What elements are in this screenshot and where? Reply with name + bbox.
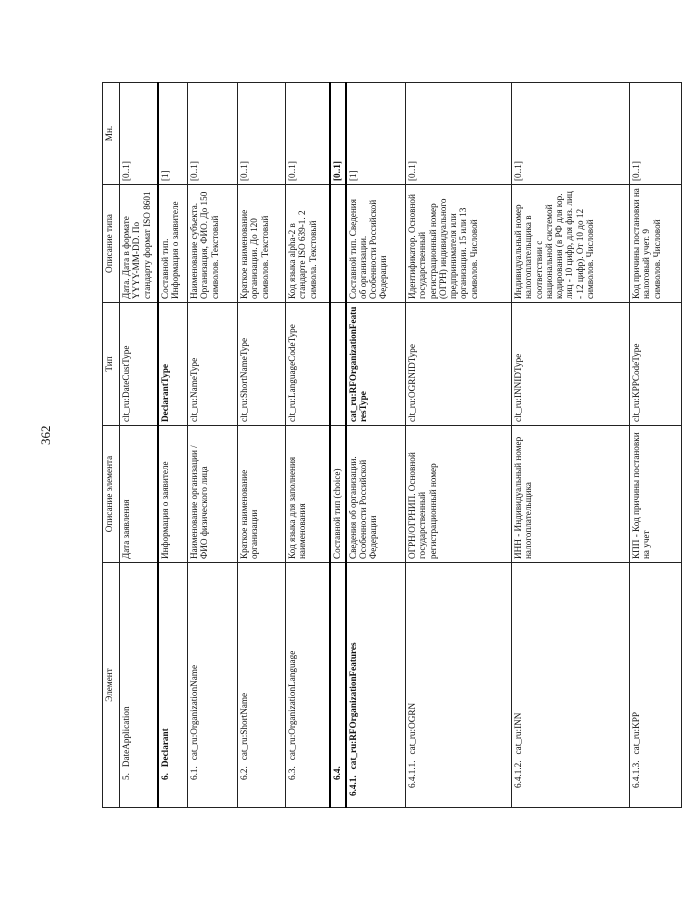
schema-table bbox=[102, 82, 682, 808]
type-desc-cell: Составной тип. Информация о заявителе bbox=[158, 185, 188, 303]
table-row bbox=[406, 83, 512, 808]
type-desc-cell: Код причины постановки на налоговый учет. 9 символов. Числовой bbox=[630, 185, 682, 303]
occurs-cell: [0..1] bbox=[330, 83, 346, 185]
row-number: 6.1. bbox=[189, 766, 199, 780]
type-cell: clt_ru:INNIDType bbox=[512, 303, 630, 426]
type-desc-cell bbox=[330, 185, 346, 303]
element-cell bbox=[406, 563, 512, 808]
type-cell: clt_ru:DateCustType bbox=[120, 303, 158, 426]
table-row bbox=[158, 83, 188, 808]
element-name: cat_ru:INN bbox=[513, 712, 523, 755]
header-element-desc: Описание элемента bbox=[103, 426, 120, 563]
occurs-cell: [1] bbox=[158, 83, 188, 185]
table-header-row bbox=[103, 83, 120, 808]
occurs-cell: [0..1] bbox=[630, 83, 682, 185]
row-number: 6.4. bbox=[331, 766, 342, 780]
element-cell bbox=[158, 563, 188, 808]
row-number: 6.2. bbox=[239, 766, 249, 780]
type-desc-cell: Код языка alpha-2 в стандарте ISO 639-1. 2 символа. Текстовый bbox=[286, 185, 330, 303]
element-desc-cell: Наименование организации / ФИО физического лица bbox=[188, 426, 238, 563]
element-desc-cell: Краткое наименование организации bbox=[238, 426, 286, 563]
type-cell: clt_ru:ShortNameType bbox=[238, 303, 286, 426]
element-desc-cell: ОГРН/ОГРНИП. Основной государственный регистрационный номер bbox=[406, 426, 512, 563]
element-cell bbox=[286, 563, 330, 808]
element-desc-cell: Сведения об организации. Особенности Российской Федерации bbox=[346, 426, 406, 563]
type-cell bbox=[330, 303, 346, 426]
row-number: 6.3. bbox=[287, 766, 297, 780]
occurs-cell: [0..1] bbox=[406, 83, 512, 185]
element-desc-cell: Дата заявления bbox=[120, 426, 158, 563]
table-row bbox=[512, 83, 630, 808]
type-desc-cell: Составной тип. Сведения об организации. Особенности Российской Федерации bbox=[346, 185, 406, 303]
row-number: 6.4.1.3. bbox=[631, 760, 641, 788]
page-number: 362 bbox=[38, 425, 53, 445]
element-cell bbox=[238, 563, 286, 808]
row-number: 6.4.1.2. bbox=[513, 760, 523, 788]
row-number: 6.4.1.1. bbox=[407, 760, 417, 788]
header-element: Элемент bbox=[103, 563, 120, 808]
table-row bbox=[330, 83, 346, 808]
element-name: cat_ru:ShortName bbox=[239, 692, 249, 761]
type-cell: DeclarantType bbox=[158, 303, 188, 426]
element-cell bbox=[188, 563, 238, 808]
element-cell bbox=[630, 563, 682, 808]
table-row bbox=[120, 83, 158, 808]
type-desc-cell: Индивидуальный номер налогоплательщика в соответствии с национальной системой кодирования (в РФ для юр. лиц - 10 цифр, для физ. лиц - 12 цифр). От 10 до 12 символов. Числовой bbox=[512, 185, 630, 303]
element-name: Declarant bbox=[159, 728, 170, 768]
element-desc-cell: Код языка для заполнения наименования bbox=[286, 426, 330, 563]
type-cell: cat_ru:RFOrganizationFeaturesType bbox=[346, 303, 406, 426]
rotated-table-container bbox=[102, 83, 662, 808]
element-cell bbox=[512, 563, 630, 808]
table-row bbox=[286, 83, 330, 808]
element-desc-cell: Информация о заявителе bbox=[158, 426, 188, 563]
element-desc-cell: ИНН - Индивидуальный номер налогоплательщика bbox=[512, 426, 630, 563]
occurs-cell: [0..1] bbox=[286, 83, 330, 185]
table-row bbox=[346, 83, 406, 808]
table-row bbox=[630, 83, 682, 808]
type-cell: clt_ru:NameType bbox=[188, 303, 238, 426]
type-desc-cell: Краткое наименование организации. До 120 символов. Текстовый bbox=[238, 185, 286, 303]
element-cell bbox=[120, 563, 158, 808]
occurs-cell: [0..1] bbox=[512, 83, 630, 185]
type-desc-cell: Наименование субъекта. Организация, ФИО. До 150 символов. Текстовый bbox=[188, 185, 238, 303]
row-number: 6. bbox=[159, 773, 170, 780]
element-cell bbox=[346, 563, 406, 808]
type-desc-cell: Идентификатор. Основной государственный регистрационный номер (ОГРН) индивидуального предпринимателя или организации. 15 или 13 символов. Числовой bbox=[406, 185, 512, 303]
occurs-cell: [0..1] bbox=[120, 83, 158, 185]
header-type: Тип bbox=[103, 303, 120, 426]
occurs-cell: [0..1] bbox=[188, 83, 238, 185]
type-cell: clt_ru:LanguageCodeType bbox=[286, 303, 330, 426]
element-name: cat_ru:OrganizationName bbox=[189, 664, 199, 761]
occurs-cell: [0..1] bbox=[238, 83, 286, 185]
type-cell: clt_ru:KPPCodeType bbox=[630, 303, 682, 426]
element-name: cat_ru:OGRN bbox=[407, 702, 417, 755]
row-number: 5. bbox=[121, 773, 131, 780]
element-name: DateApplication bbox=[121, 706, 131, 768]
type-cell: clt_ru:OGRNIDType bbox=[406, 303, 512, 426]
table-row bbox=[188, 83, 238, 808]
type-desc-cell: Дата. Дата в формате YYYY-MM-DD. По стандарту формат ISO 8601 bbox=[120, 185, 158, 303]
table-row bbox=[238, 83, 286, 808]
header-occurs: Мн. bbox=[103, 83, 120, 185]
element-name: cat_ru:KPP bbox=[631, 712, 641, 755]
element-name: cat_ru:OrganizationLanguage bbox=[287, 650, 297, 761]
header-type-desc: Описание типа bbox=[103, 185, 120, 303]
element-desc-cell: КПП - Код причины постановки на учет bbox=[630, 426, 682, 563]
element-desc-cell: Составной тип (choice) bbox=[330, 426, 346, 563]
element-cell bbox=[330, 563, 346, 808]
row-number: 6.4.1. bbox=[347, 775, 358, 796]
element-name: cat_ru:RFOrganizationFeatures bbox=[347, 642, 358, 770]
occurs-cell: [1] bbox=[346, 83, 406, 185]
